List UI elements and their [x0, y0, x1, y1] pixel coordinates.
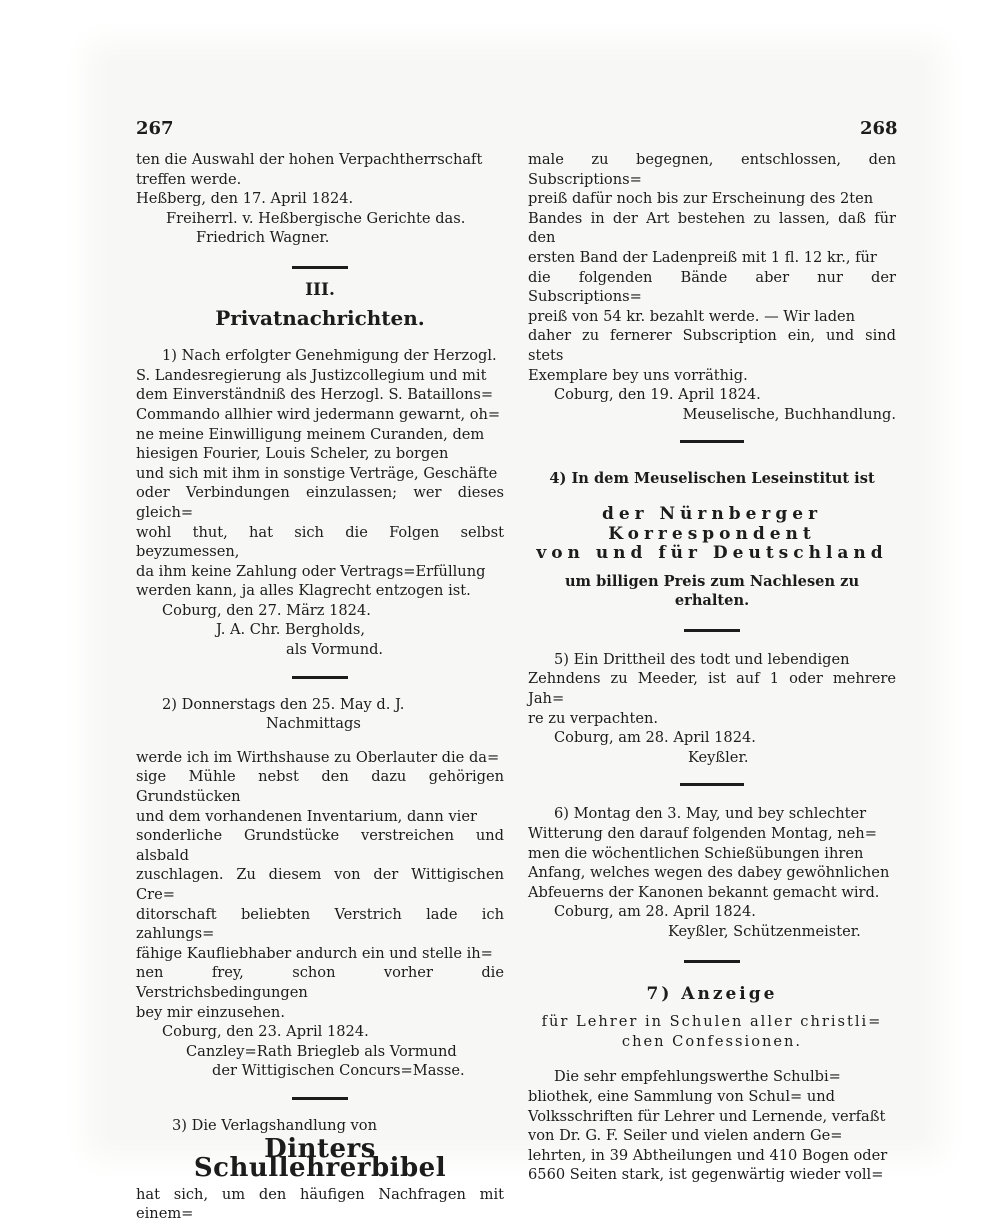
carry-over-line: ten die Auswahl der hohen Verpachtherrschaft	[136, 151, 483, 168]
section-number: III.	[305, 279, 335, 300]
notice-line: dem Einverständniß des Herzogl. S. Bataillons=	[136, 386, 494, 404]
notice-line: men die wöchentlichen Schießübungen ihren	[528, 844, 864, 862]
notice-line: die folgenden Bände aber nur der Subscriptions=	[528, 268, 896, 306]
newspaper-subtitle: von und für Deutschland	[536, 543, 888, 564]
notice-3-continued	[528, 150, 896, 424]
separator-rule	[292, 1097, 348, 1100]
notice-line: 6) Montag den 3. May, und bey schlechter	[554, 805, 867, 823]
notice-line: S. Landesregierung als Justizcollegium und mit	[136, 366, 487, 384]
notice-line: hiesigen Fourier, Louis Scheler, zu borgen	[136, 445, 449, 463]
notice-line: bliothek, eine Sammlung von Schul= und	[528, 1087, 835, 1105]
notice-6	[528, 804, 896, 941]
separator-rule	[684, 629, 740, 632]
notice-4	[528, 469, 896, 611]
carry-over-signature: Freiherrl. v. Heßbergische Gerichte das.	[166, 209, 466, 227]
notice-line: fähige Kaufliebhaber andurch ein und stelle ih=	[136, 944, 493, 962]
notice-signature: Canzley=Rath Briegleb als Vormund	[186, 1042, 457, 1060]
notice-line: Bandes in der Art bestehen zu lassen, daß für den	[528, 209, 896, 247]
separator-rule	[680, 783, 744, 786]
notice-line: und sich mit ihm in sonstige Verträge, Geschäfte	[136, 464, 498, 482]
notice-heading: 7) Anzeige	[646, 983, 778, 1004]
notice-heading: 3) Die Verlagshandlung von	[172, 1116, 377, 1134]
notice-line: 6560 Seiten stark, ist gegenwärtig wieder voll=	[528, 1166, 884, 1184]
notice-line: 1) Nach erfolgter Genehmigung der Herzogl.	[162, 347, 497, 365]
notice-subheading: chen Confessionen.	[621, 1032, 803, 1050]
page-number-right: 268	[860, 118, 898, 139]
right-column	[528, 150, 896, 1185]
notice-line: von Dr. G. F. Seiler und vielen andern Ge=	[528, 1127, 843, 1145]
notice-date: Coburg, den 27. März 1824.	[162, 601, 371, 619]
notice-line: werde ich im Wirthshause zu Oberlauter die da=	[136, 748, 500, 766]
notice-subheading: für Lehrer in Schulen aller christli=	[541, 1013, 883, 1031]
notice-line: hat sich, um den häufigen Nachfragen mit einem=	[136, 1185, 504, 1223]
notice-7	[528, 985, 896, 1185]
notice-line: werden kann, ja alles Klagrecht entzogen ist.	[136, 582, 471, 600]
notice-date: Coburg, am 28. April 1824.	[554, 729, 756, 747]
notice-line: Witterung den darauf folgenden Montag, neh=	[528, 825, 877, 843]
notice-line: ersten Band der Ladenpreiß mit 1 fl. 12 kr., für	[528, 248, 877, 266]
notice-signature-role: als Vormund.	[286, 641, 384, 659]
notice-date: Coburg, den 23. April 1824.	[162, 1023, 369, 1041]
notice-line: male zu begegnen, entschlossen, den Subscriptions=	[528, 151, 896, 188]
notice-signature: Keyßler.	[688, 748, 749, 766]
notice-2	[136, 695, 504, 1081]
notice-line: Volksschriften für Lehrer und Lernende, verfaßt	[528, 1107, 886, 1125]
notice-line: oder Verbindungen einzulassen; wer dieses gleich=	[136, 484, 504, 521]
notice-line: ne meine Einwilligung meinem Curanden, dem	[136, 425, 485, 443]
notice-line: nen frey, schon vorher die Verstrichsbedingungen	[136, 964, 504, 1001]
notice-heading: 2) Donnerstags den 25. May d. J.	[162, 695, 405, 713]
notice-5	[528, 650, 896, 768]
carry-over-line: treffen werde.	[136, 170, 242, 188]
page-number-left: 267	[136, 118, 174, 139]
notice-line: bey mir einzusehen.	[136, 1003, 285, 1021]
notice-line: daher zu fernerer Subscription ein, und sind stets	[528, 327, 896, 364]
separator-rule	[292, 676, 348, 679]
notice-date: Coburg, am 28. April 1824.	[554, 903, 756, 921]
notice-line: lehrten, in 39 Abtheilungen und 410 Bogen oder	[528, 1146, 888, 1164]
notice-signature: J. A. Chr. Bergholds,	[216, 621, 366, 639]
notice-line: Die sehr empfehlungswerthe Schulbi=	[554, 1068, 841, 1086]
separator-rule	[684, 960, 740, 963]
notice-heading: 4) In dem Meuselischen Leseinstitut ist	[549, 470, 875, 488]
separator-rule	[292, 266, 348, 269]
notice-3	[136, 1116, 504, 1224]
notice-heading-sub: Nachmittags	[266, 715, 361, 733]
book-title: Dinters Schullehrerbibel	[193, 1133, 447, 1184]
notice-line: ditorschaft beliebten Verstrich lade ich zahlungs=	[136, 905, 504, 943]
notice-line: sige Mühle nebst den dazu gehörigen Grundstücken	[136, 768, 504, 806]
section-title: Privatnachrichten.	[215, 305, 425, 330]
notice-line: Abfeuerns der Kanonen bekannt gemacht wird.	[528, 883, 880, 901]
notice-signature: Keyßler, Schützenmeister.	[668, 923, 861, 940]
notice-line: preiß von 54 kr. bezahlt werde. — Wir laden	[528, 307, 856, 325]
carry-over-signature-name: Friedrich Wagner.	[196, 229, 330, 247]
notice-line: wohl thut, hat sich die Folgen selbst beyzumessen,	[136, 523, 504, 561]
left-column	[136, 150, 504, 1224]
notice-line: Zehndens zu Meeder, ist auf 1 oder mehrere Jah=	[528, 670, 896, 708]
carry-over-date: Heßberg, den 17. April 1824.	[136, 190, 354, 208]
notice-line: preiß dafür noch bis zur Erscheinung des 2ten	[528, 190, 874, 208]
notice-line: und dem vorhandenen Inventarium, dann vier	[136, 807, 477, 825]
notice-line: Commando allhier wird jedermann gewarnt, oh=	[136, 405, 501, 423]
notice-line: 5) Ein Drittheil des todt und lebendigen	[554, 650, 850, 668]
notice-date: Coburg, den 19. April 1824.	[554, 386, 761, 404]
notice-line: Exemplare bey uns vorräthig.	[528, 366, 748, 384]
notice-line: re zu verpachten.	[528, 709, 658, 727]
notice-line: um billigen Preis zum Nachlesen zu erhalten.	[564, 572, 860, 610]
notice-line: zuschlagen. Zu diesem von der Wittigischen Cre=	[136, 866, 504, 903]
notice-signature-role: der Wittigischen Concurs=Masse.	[212, 1062, 465, 1080]
notice-1	[136, 346, 504, 660]
notice-line: da ihm keine Zahlung oder Vertrags=Erfüllung	[136, 562, 486, 580]
notice-line: Anfang, welches wegen des dabey gewöhnlichen	[528, 864, 890, 882]
newspaper-title: der Nürnberger Korrespondent	[601, 503, 823, 544]
notice-line: sonderliche Grundstücke verstreichen und alsbald	[136, 827, 504, 864]
notice-signature: Meuselische, Buchhandlung.	[682, 405, 896, 423]
separator-rule	[680, 440, 744, 443]
